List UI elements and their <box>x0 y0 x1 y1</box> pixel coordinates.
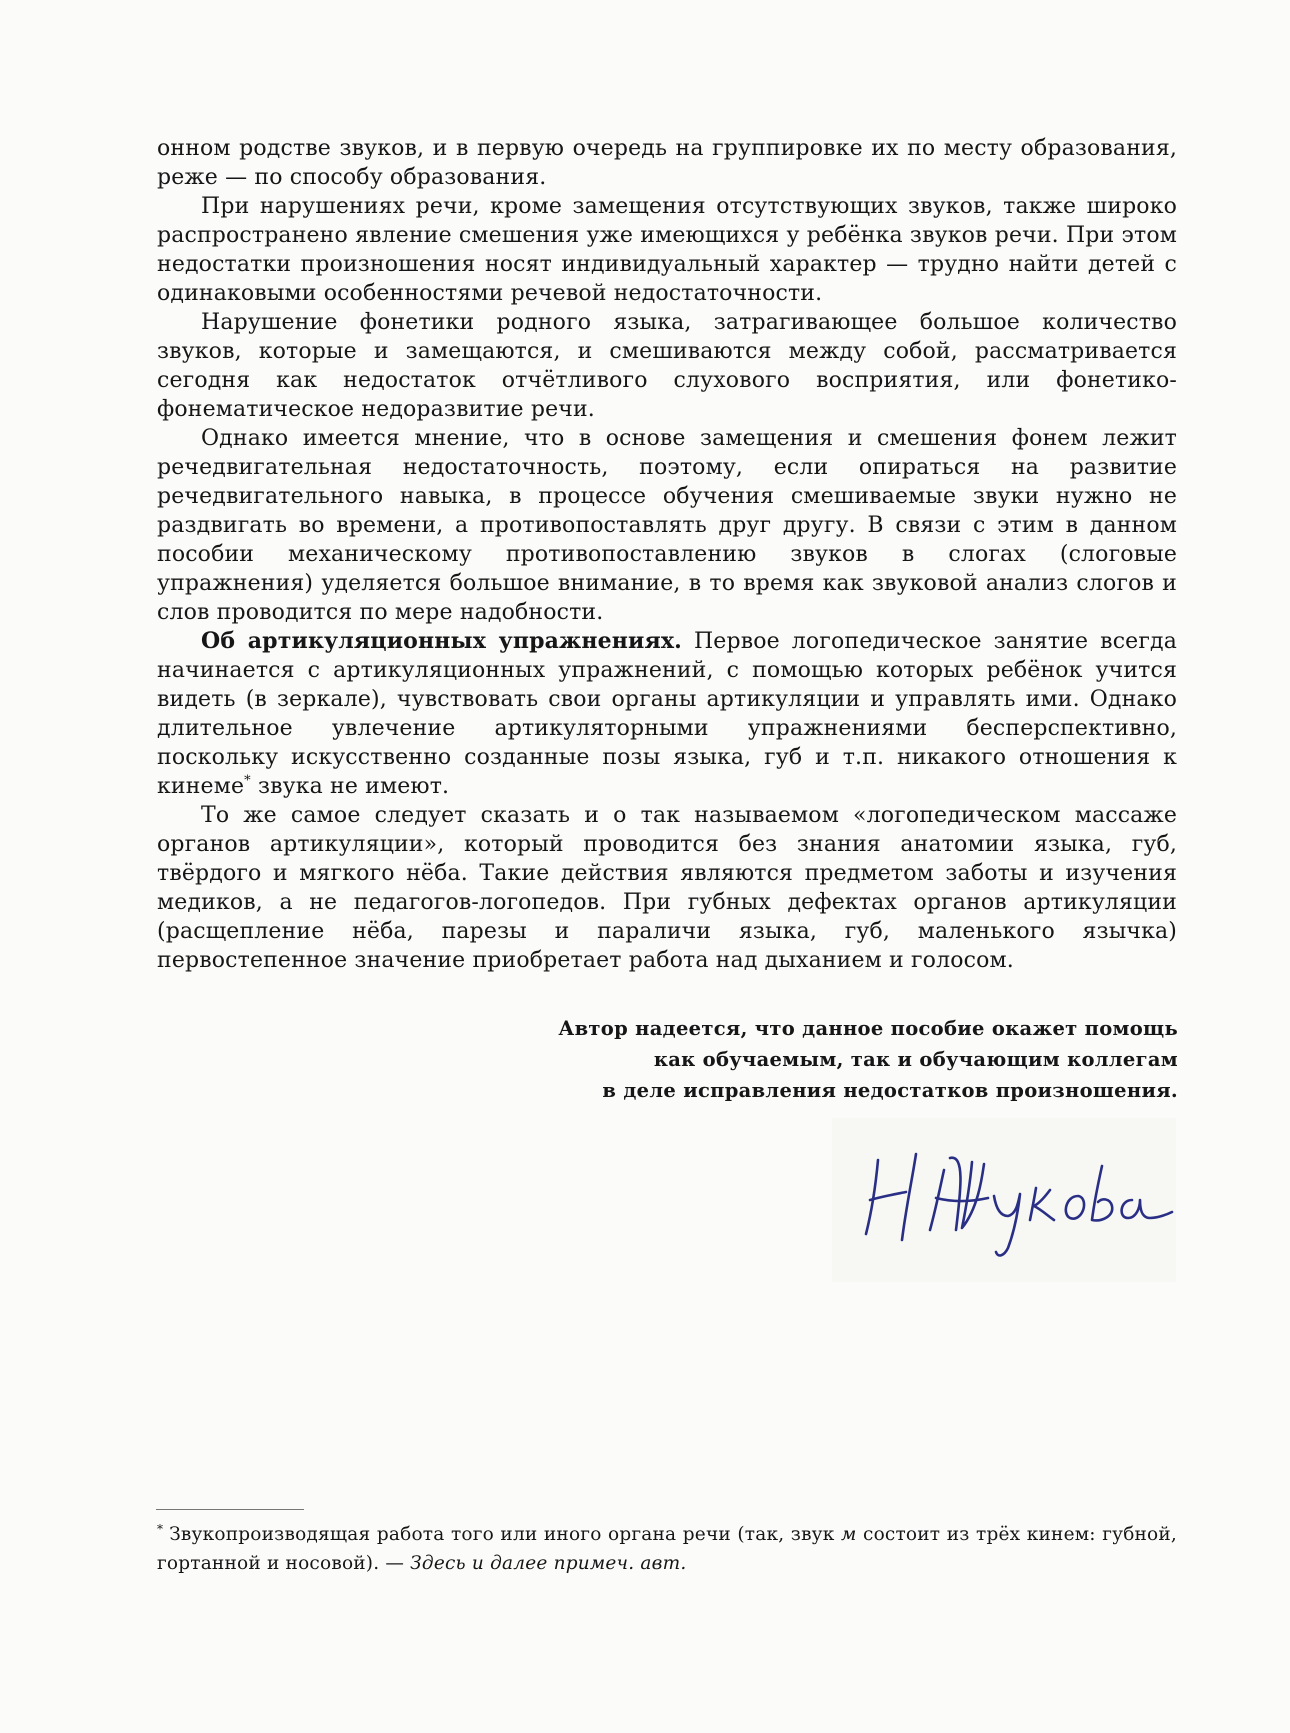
footnote-note: Здесь и далее примеч. авт. <box>410 1553 687 1574</box>
paragraph-4: Однако имеется мнение, что в основе замещения и смешения фонем лежит речедвигательная недостаточность, поэтому, если опираться на развитие речедвигательного навыка, в процессе обучения смешиваемые звуки нужно не раздвигать во времени, а противопоставлять друг другу. В связи с этим в данном пособии механическому противопоставлению звуков в слогах (слоговые упражнения) уделяется большое внимание, в то время как звуковой анализ слогов и слов проводится по мере надобности. <box>157 426 1177 625</box>
closing-line-2: как обучаемым, так и обучающим коллегам <box>653 1048 1178 1071</box>
paragraph-5-text-b: звука не имеют. <box>250 774 450 799</box>
paragraph-6: То же самое следует сказать и о так называемом «логопедическом массаже органов артикуляции», который проводится без знания анатомии языка, губ, твёрдого и мягкого нёба. Такие действия являются предметом заботы и изучения медиков, а не педагогов-логопедов. При губных дефектах органов артикуляции (расщепление нёба, парезы и параличи языка, губ, маленького язычка) первостепенное значение приобретает работа над дыханием и голосом. <box>157 803 1177 973</box>
paragraph-5-heading: Об артикуляционных упражнениях. <box>201 628 682 654</box>
footnote-reference[interactable]: * <box>244 773 251 789</box>
closing-line-3: в деле исправления недостатков произношения. <box>602 1079 1178 1102</box>
footnote-text-a: Звукопроизводящая работа того или иного органа речи (так, звук <box>169 1524 842 1545</box>
closing-note <box>418 1013 1178 1106</box>
author-signature <box>832 1118 1176 1282</box>
closing-line-1: Автор надеется, что данное пособие окажет помощь <box>558 1017 1178 1040</box>
paragraph-3: Нарушение фонетики родного языка, затрагивающее большое количество звуков, которые и замещаются, и смешиваются между собой, рассматривается сегодня как недостаток отчётливого слухового восприятия, или фонетико-фонематическое недоразвитие речи. <box>157 310 1177 422</box>
paragraph-5 <box>157 627 1177 801</box>
signature-drawing <box>832 1118 1176 1282</box>
main-text <box>157 134 1177 975</box>
paragraph-1: онном родстве звуков, и в первую очередь на группировке их по месту образования, реже — по способу образования. <box>157 136 1177 190</box>
footnote-divider <box>156 1509 304 1510</box>
footnote-text-b: состоит из трёх кинем: губной, гортанной и носовой). — <box>157 1524 1178 1574</box>
footnote-sound-letter: м <box>841 1524 857 1545</box>
footnote <box>157 1520 1177 1578</box>
footnote-marker: * <box>157 1521 164 1536</box>
paragraph-2: При нарушениях речи, кроме замещения отсутствующих звуков, также широко распространено явление смешения уже имеющихся у ребёнка звуков речи. При этом недостатки произношения носят индивидуальный характер — трудно найти детей с одинаковыми особенностями речевой недостаточности. <box>157 194 1177 306</box>
paragraph-5-text-a: Первое логопедическое занятие всегда начинается с артикуляционных упражнений, с помощью которых ребёнок учится видеть (в зеркале), чувствовать свои органы артикуляции и управлять ими. Однако длительное увлечение артикуляторными упражнениями бесперспективно, поскольку искусственно созданные позы языка, губ и т.п. никакого отношения к кинеме <box>157 629 1177 799</box>
